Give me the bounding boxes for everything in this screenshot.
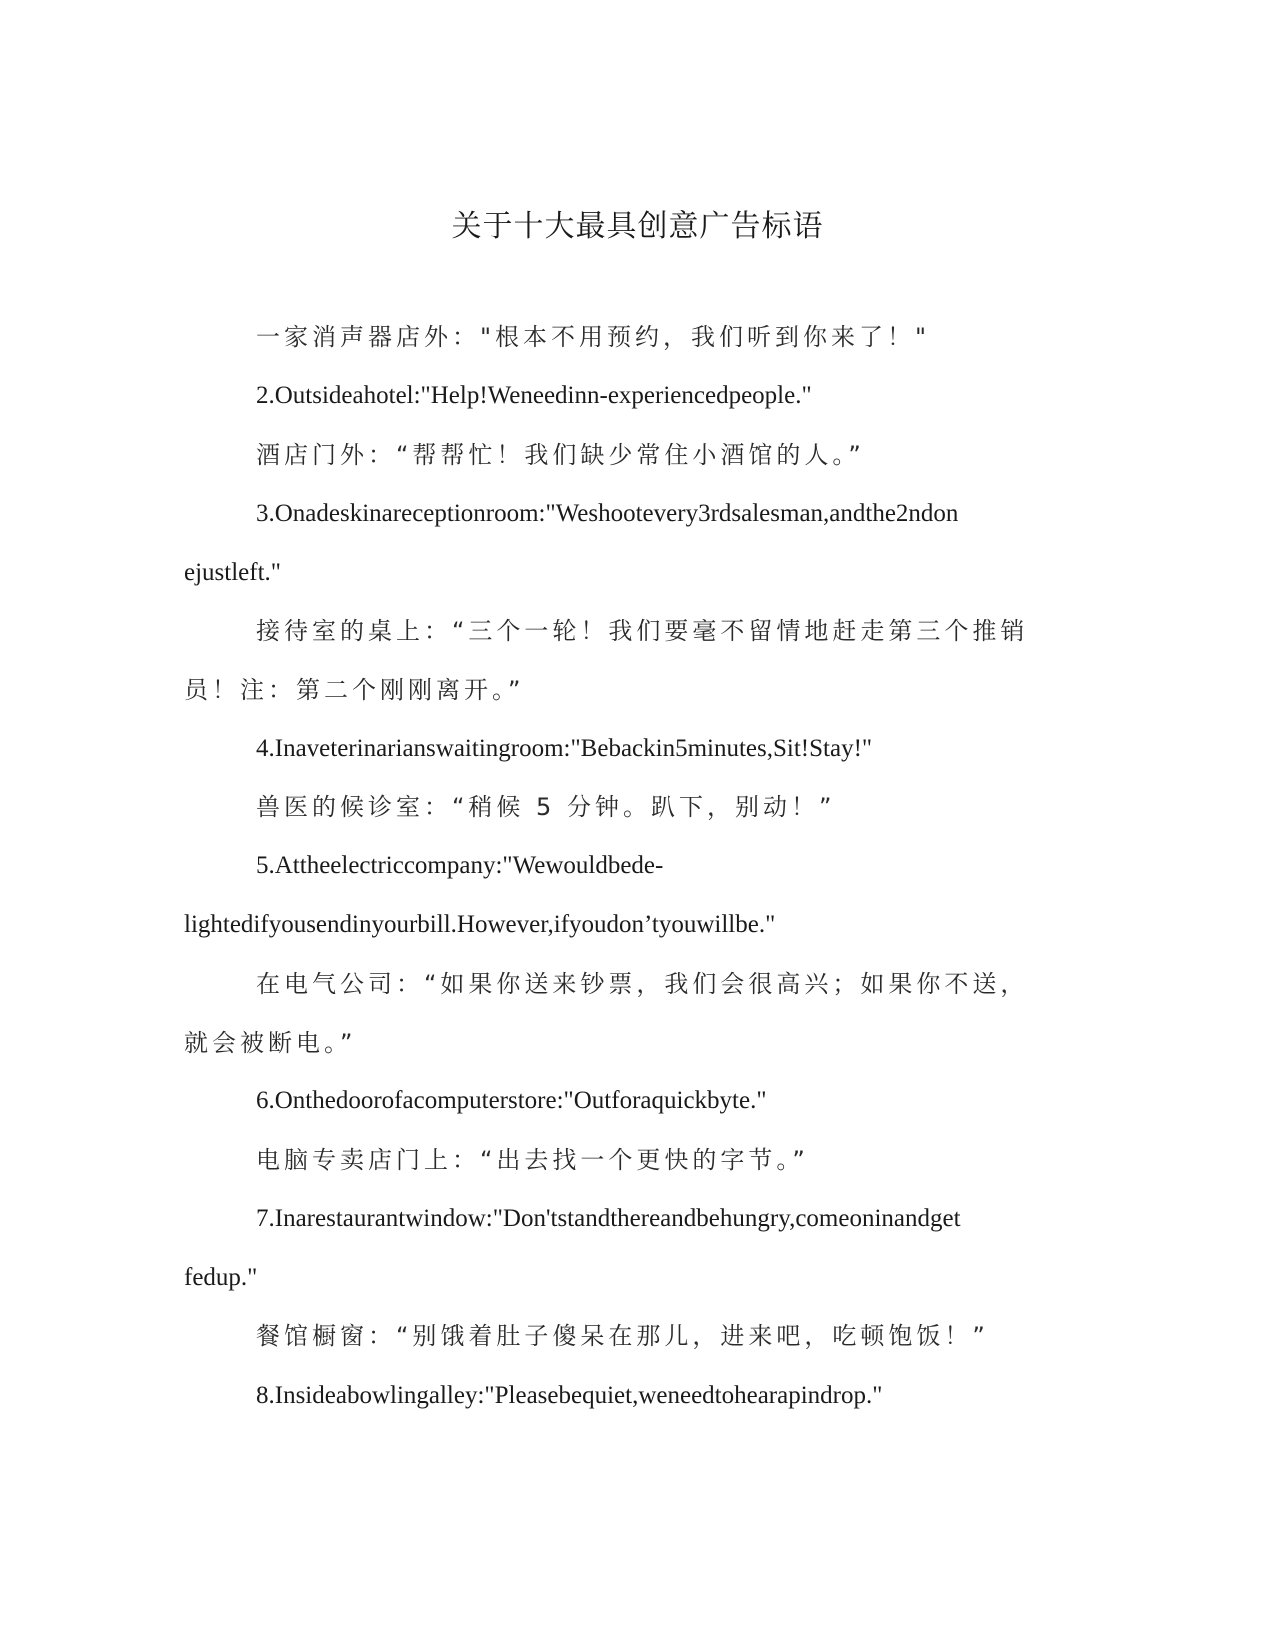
document-title: 关于十大最具创意广告标语 xyxy=(451,209,824,244)
paragraph-line: 酒店门外：“帮帮忙！我们缺少常住小酒馆的人。” xyxy=(256,441,865,469)
paragraph-line: 员！注：第二个刚刚离开。” xyxy=(184,676,525,704)
paragraph-line: lightedifyousendinyourbill.However,ifyoudon’tyouwillbe." xyxy=(184,911,776,938)
paragraph-line: fedup." xyxy=(184,1264,258,1291)
paragraph-line: 4.Inaveterinarianswaitingroom:"Bebackin5minutes,Sit!Stay!" xyxy=(256,735,873,762)
paragraph-line: 电脑专卖店门上：“出去找一个更快的字节。” xyxy=(256,1146,809,1174)
paragraph-line: 兽医的候诊室：“稍候 5 分钟。趴下，别动！” xyxy=(256,793,836,821)
paragraph-line: 在电气公司：“如果你送来钞票，我们会很高兴；如果你不送， xyxy=(256,970,1029,998)
paragraph-line: 接待室的桌上：“三个一轮！我们要毫不留情地赶走第三个推销 xyxy=(256,617,1029,645)
paragraph-line: 3.Onadeskinareceptionroom:"Weshootevery3rdsalesman,andthe2ndon xyxy=(256,500,959,527)
paragraph-line: 2.Outsideahotel:"Help!Weneedinn-experiencedpeople." xyxy=(256,382,812,409)
paragraph-line: 餐馆橱窗：“别饿着肚子傻呆在那儿，进来吧，吃顿饱饭！” xyxy=(256,1322,989,1350)
paragraph-line: 一家消声器店外："根本不用预约，我们听到你来了！" xyxy=(256,323,931,351)
paragraph-line: 8.Insideabowlingalley:"Pleasebequiet,weneedtohearapindrop." xyxy=(256,1382,883,1409)
paragraph-line: 就会被断电。” xyxy=(184,1029,357,1057)
paragraph-line: 6.Onthedoorofacomputerstore:"Outforaquickbyte." xyxy=(256,1087,767,1114)
paragraph-line: 7.Inarestaurantwindow:"Don'tstandthereandbehungry,comeoninandget xyxy=(256,1205,961,1232)
paragraph-line: 5.Attheelectriccompany:"Wewouldbede- xyxy=(256,852,664,879)
paragraph-line: ejustleft." xyxy=(184,559,281,586)
